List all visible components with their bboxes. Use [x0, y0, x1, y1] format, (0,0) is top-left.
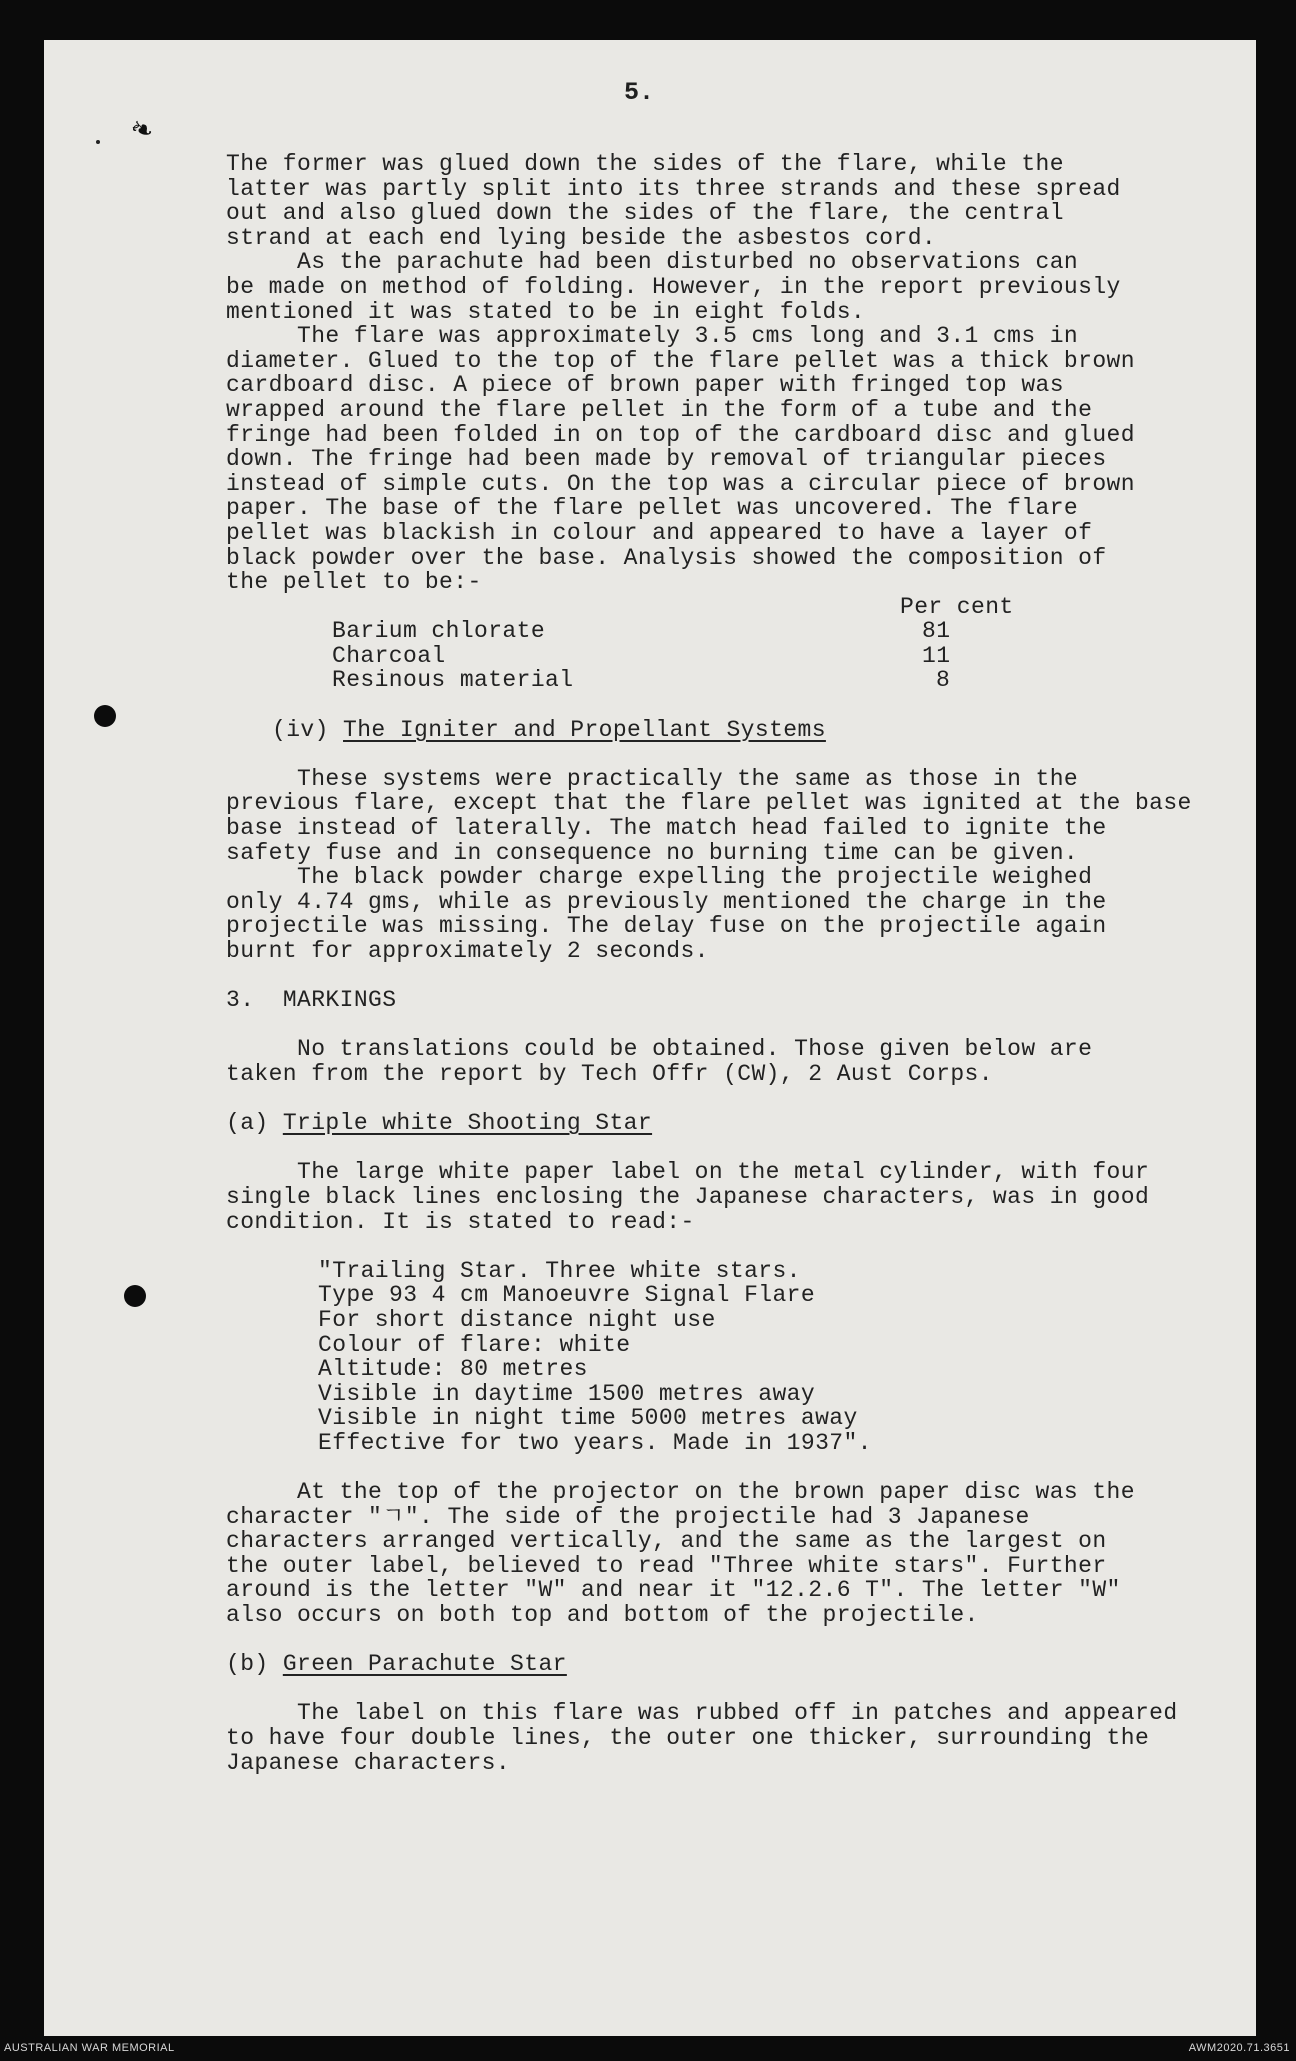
- text-line: taken from the report by Tech Offr (CW), 2 Aust Corps.: [226, 1060, 993, 1087]
- text-line: cardboard disc. A piece of brown paper with fringed top was: [226, 372, 1064, 399]
- subsection-a-heading: [226, 1111, 1236, 1136]
- text-line: As the parachute had been disturbed no observations can: [226, 249, 1079, 276]
- text-line: base instead of laterally. The match head failed to ignite the: [226, 815, 1107, 842]
- text-line: The large white paper label on the metal cylinder, with four: [226, 1159, 1150, 1186]
- text-line: The former was glued down the sides of the flare, while the: [226, 151, 1064, 177]
- paragraph-3: [226, 324, 1236, 595]
- ink-dot: [96, 140, 100, 144]
- text-line: around is the letter "W" and near it "12.2.6 T". The letter "W": [226, 1577, 1121, 1604]
- text-line: condition. It is stated to read:-: [226, 1208, 695, 1235]
- text-line: fringe had been folded in on top of the cardboard disc and glued: [226, 421, 1135, 448]
- text-line: At the top of the projector on the brown paper disc was the: [226, 1479, 1135, 1506]
- text-line: Visible in night time 5000 metres away: [318, 1405, 858, 1432]
- text-line: to have four double lines, the outer one thicker, surrounding the: [226, 1725, 1150, 1751]
- footer-institution: AUSTRALIAN WAR MEMORIAL: [4, 2042, 175, 2054]
- text-line: Altitude: 80 metres: [318, 1356, 588, 1383]
- document-page: [44, 40, 1256, 2036]
- text-line: For short distance night use: [318, 1306, 716, 1333]
- paragraph-1: [226, 152, 1236, 250]
- text-line: diameter. Glued to the top of the flare pellet was a thick brown: [226, 347, 1135, 374]
- paragraph-2: [226, 250, 1236, 324]
- text-line: wrapped around the flare pellet in the form of a tube and the: [226, 396, 1093, 423]
- text-line: be made on method of folding. However, in the report previously: [226, 273, 1121, 300]
- composition-value: 8: [936, 667, 951, 694]
- text-line: the outer label, believed to read "Three white stars". Further: [226, 1552, 1107, 1579]
- composition-name: Barium chlorate: [332, 618, 546, 645]
- section-number: (iv): [272, 716, 329, 743]
- composition-header: Per cent: [900, 593, 1014, 620]
- text-line: latter was partly split into its three strands and these spread: [226, 175, 1121, 202]
- text-line: instead of simple cuts. On the top was a circular piece of brown: [226, 470, 1135, 497]
- text-line: projectile was missing. The delay fuse on the projectile again: [226, 913, 1107, 940]
- text-line: previous flare, except that the flare pellet was ignited at the base: [226, 790, 1192, 817]
- text-line: Japanese characters.: [226, 1749, 511, 1776]
- text-line: Effective for two years. Made in 1937".: [318, 1429, 872, 1456]
- subsection-b-heading: [226, 1652, 1236, 1677]
- text-line: Visible in daytime 1500 metres away: [318, 1380, 816, 1407]
- section-3-intro: [226, 1037, 1236, 1086]
- table-row: [226, 619, 1236, 644]
- text-line: black powder over the base. Analysis showed the composition of: [226, 544, 1107, 571]
- text-line: strand at each end lying beside the asbestos cord.: [226, 224, 937, 251]
- subsection-b-paragraph-1: [226, 1701, 1236, 1775]
- section-iv-paragraph-1: [226, 767, 1236, 865]
- text-line: The flare was approximately 3.5 cms long and 3.1 cms in: [226, 323, 1079, 350]
- text-line: character "ㄱ". The side of the projectile had 3 Japanese: [226, 1503, 1030, 1530]
- section-iv-paragraph-2: [226, 865, 1236, 963]
- section-title: The Igniter and Propellant Systems: [343, 716, 826, 743]
- text-line: Type 93 4 cm Manoeuvre Signal Flare: [318, 1282, 816, 1309]
- composition-value: 81: [922, 618, 951, 645]
- composition-name: Charcoal: [332, 642, 446, 669]
- text-line: also occurs on both top and bottom of the projectile.: [226, 1602, 979, 1629]
- ink-mark: ❧: [125, 109, 158, 153]
- text-line: pellet was blackish in colour and appeared to have a layer of: [226, 519, 1093, 546]
- composition-table: [226, 595, 1236, 693]
- label-quote: [226, 1259, 1236, 1456]
- subsection-a-paragraph-1: [226, 1160, 1236, 1234]
- text-line: The black powder charge expelling the projectile weighed: [226, 864, 1093, 891]
- subsection-number: (a): [226, 1110, 269, 1137]
- text-line: The label on this flare was rubbed off in patches and appeared: [226, 1700, 1178, 1727]
- text-line: down. The fringe had been made by removal of triangular pieces: [226, 446, 1107, 473]
- text-line: mentioned it was stated to be in eight folds.: [226, 298, 866, 325]
- text-line: characters arranged vertically, and the same as the largest on: [226, 1528, 1107, 1555]
- text-line: out and also glued down the sides of the flare, the central: [226, 200, 1064, 227]
- table-row: [226, 644, 1236, 669]
- composition-name: Resinous material: [332, 667, 574, 694]
- text-line: No translations could be obtained. Those given below are: [226, 1036, 1093, 1063]
- text-line: only 4.74 gms, while as previously mentioned the charge in the: [226, 888, 1107, 915]
- subsection-title: Triple white Shooting Star: [282, 1110, 653, 1137]
- text-line: "Trailing Star. Three white stars.: [318, 1257, 801, 1284]
- text-line: Colour of flare: white: [318, 1331, 631, 1358]
- section-iv-heading: [226, 718, 1236, 743]
- text-line: single black lines enclosing the Japanese characters, was in good: [226, 1183, 1150, 1210]
- document-body: [226, 152, 1236, 1775]
- composition-value: 11: [922, 642, 951, 669]
- text-line: These systems were practically the same as those in the: [226, 765, 1079, 792]
- table-row: [226, 668, 1236, 693]
- subsection-a-paragraph-2: [226, 1480, 1236, 1628]
- punch-hole-bottom: [124, 1285, 146, 1307]
- section-number: 3.: [226, 987, 255, 1014]
- text-line: paper. The base of the flare pellet was uncovered. The flare: [226, 495, 1079, 522]
- section-title: MARKINGS: [282, 987, 397, 1014]
- subsection-title: Green Parachute Star: [282, 1651, 567, 1678]
- subsection-number: (b): [226, 1651, 269, 1678]
- text-line: safety fuse and in consequence no burning time can be given.: [226, 839, 1079, 866]
- punch-hole-top: [94, 705, 116, 727]
- section-3-heading: [226, 988, 1236, 1013]
- footer-accession-number: AWM2020.71.3651: [1188, 2042, 1290, 2054]
- page-number: 5.: [624, 78, 655, 107]
- text-line: the pellet to be:-: [226, 569, 482, 596]
- text-line: burnt for approximately 2 seconds.: [226, 938, 709, 964]
